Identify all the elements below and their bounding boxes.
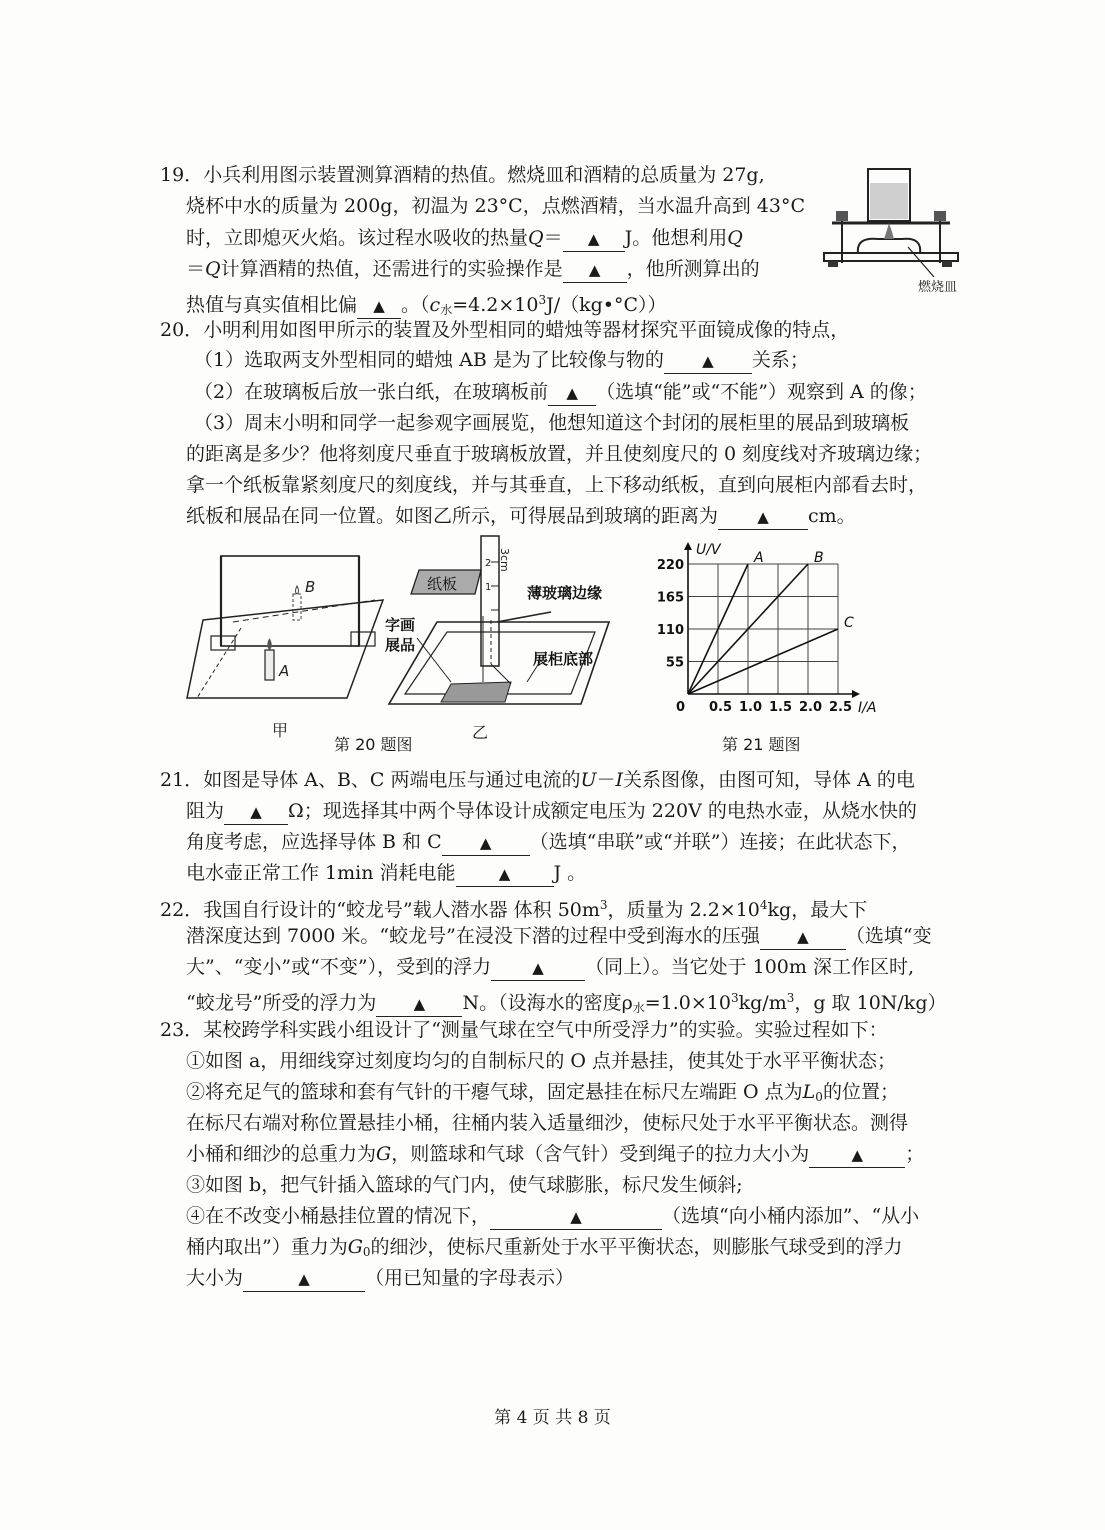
cabinet-bottom-label: 展柜底部 [533, 650, 594, 668]
q23-text-4: 在标尺右端对称位置悬挂小桶，往桶内装入适量细沙，使标尺处于水平平衡状态。测得 [186, 1112, 909, 1134]
blank-marker: ▲ [373, 297, 385, 315]
q23-text-5d: ； [905, 1143, 925, 1165]
fig21-caption: 第 21 题图 [722, 735, 801, 754]
q23-text-9b: （用已知量的字母表示） [365, 1267, 575, 1289]
q21-text-1a: 如图是导体 A、B、C 两端电压与通过电流的 [203, 769, 581, 791]
q19-blank-heat[interactable] [563, 226, 625, 252]
q22-sup-4: 3 [786, 991, 795, 1005]
x-tick-label: 1.0 [739, 700, 763, 715]
q23-text-9a: 大小为 [186, 1267, 244, 1289]
glass-edge-label: 薄玻璃边缘 [527, 584, 603, 602]
q22-sup-2: 4 [759, 898, 768, 912]
y-tick-label: 110 [656, 623, 684, 638]
q22-text-4f: kg/m [738, 992, 787, 1014]
q20-text-3b: （选填“能”或“不能”）观察到 A 的像； [596, 381, 927, 403]
q19-var-c: c [429, 294, 441, 316]
q20-text-5: 的距离是多少？他将刻度尺垂直于玻璃板放置，并且使刻度尺的 0 刻度线对齐玻璃边缘； [186, 443, 933, 465]
q19-text-5e: =4.2×10 [452, 294, 539, 316]
q22-sub-water: 水 [632, 1001, 645, 1015]
q23-text-3d: 的位置； [822, 1081, 899, 1103]
fig-yi-label: 乙 [472, 723, 489, 742]
fig20-caption: 第 20 题图 [334, 735, 413, 754]
q21-blank-connection[interactable] [442, 830, 530, 856]
q22-text-1c: ，质量为 2.2×10 [607, 899, 760, 921]
x-axis-label: I/A [858, 700, 877, 716]
q23-line-7 [186, 1204, 919, 1230]
q23-line-2 [186, 1049, 896, 1073]
ruler-tick-1: 1 [485, 582, 492, 593]
q20-text-2a: （1）选取两支外型相同的蜡烛 AB 是为了比较像与物的 [194, 349, 664, 371]
blank-marker: ▲ [588, 261, 601, 279]
q21-text-3a: 角度考虑，应选择导体 B 和 C [186, 831, 442, 853]
q23-text-8d: 的细沙，使标尺重新处于水平平衡状态，则膨胀气球受到的浮力 [370, 1236, 903, 1258]
q19-sub-water: 水 [440, 303, 453, 317]
q19-number: 19． [160, 164, 204, 186]
q21-var-i: I [615, 769, 624, 791]
q19-line-1 [160, 163, 765, 187]
blank-marker: ▲ [250, 803, 262, 821]
q23-text-6: ③如图 b，把气针插入篮球的气门内，使气球膨胀，标尺发生倾斜; [186, 1174, 743, 1196]
q20-line-5 [186, 442, 932, 466]
q19-text-5a: 热值与真实值相比偏 [186, 294, 358, 316]
series-label-b: B [814, 550, 824, 566]
q23-var-g: G [376, 1143, 392, 1165]
q22-text-4d: =1.0×10 [644, 992, 731, 1014]
q23-number: 23． [160, 1019, 204, 1041]
q19-line-2 [186, 194, 805, 218]
x-tick-label: 2.5 [829, 700, 853, 715]
q20-text-1: 小明利用如图甲所示的装置及外型相同的蜡烛等器材探究平面镜成像的特点， [203, 319, 850, 341]
y-axis-label: U/V [696, 542, 721, 558]
painting-label: 字画 [385, 616, 416, 634]
q22-text-3b: （同上）。当它处于 100m 深工作区时, [585, 956, 914, 978]
q20-blank-2[interactable] [548, 380, 596, 406]
page-footer: 第 4 页 共 8 页 [494, 1408, 611, 1428]
q20-text-3a: （2）在玻璃板后放一张白纸，在玻璃板前 [194, 381, 549, 403]
q23-sub-0b: 0 [362, 1245, 371, 1259]
blank-marker: ▲ [570, 1208, 582, 1226]
q23-blank-action[interactable] [490, 1204, 662, 1230]
q21-line-4 [186, 861, 586, 887]
q22-text-4h: ，g 取 10N/kg） [794, 992, 947, 1014]
blank-marker: ▲ [851, 1146, 863, 1164]
y-tick-label: 220 [656, 558, 684, 573]
q23-text-5a: 小桶和细沙的总重力为 [186, 1143, 377, 1165]
x-tick-label: 2.0 [799, 700, 823, 715]
q22-sup-3: 3 [730, 991, 739, 1005]
q21-text-2b: Ω；现选择其中两个导体设计成额定电压为 220V 的电热水壶，从烧水快的 [288, 800, 917, 822]
q19-var-q3: Q [205, 258, 221, 280]
q23-line-5 [186, 1142, 924, 1168]
candle-b-label: B [305, 578, 316, 596]
q19-var-q: Q [528, 227, 544, 249]
q22-text-2a: 潜深度达到 7000 米。“蛟龙号”在浸没下潜的过程中受到海水的压强 [186, 925, 760, 947]
fig20-jia-mirror-setup [185, 550, 385, 710]
q23-sub-0: 0 [815, 1090, 823, 1104]
q21-text-4a: 电水壶正常工作 1min 消耗电能 [186, 862, 456, 884]
q21-number: 21． [160, 769, 204, 791]
q19-line-4 [186, 257, 760, 283]
fig-jia-label: 甲 [272, 721, 289, 740]
q20-text-2b: 关系； [751, 349, 809, 371]
q23-line-1 [160, 1018, 888, 1042]
q19-var-q2: Q [727, 227, 743, 249]
exhibit-label: 展品 [385, 636, 416, 654]
q23-blank-tension[interactable] [809, 1142, 905, 1168]
blank-marker: ▲ [413, 995, 426, 1013]
q19-text-3a: 时，立即熄灭火焰。该过程水吸收的热量 [186, 227, 529, 249]
q23-blank-buoyant-force[interactable] [243, 1266, 365, 1292]
q20-blank-3[interactable] [718, 504, 808, 530]
blank-marker: ▲ [498, 865, 511, 883]
q21-blank-energy[interactable] [456, 861, 554, 887]
q20-text-4: （3）周末小明和同学一起参观字画展览，他想知道这个封闭的展柜里的展品到玻璃板 [194, 412, 910, 434]
ruler-tick-2: 2 [485, 558, 492, 569]
blank-marker: ▲ [532, 959, 544, 977]
q22-blank-buoyancy-change[interactable] [491, 955, 585, 981]
blank-marker: ▲ [479, 834, 492, 852]
q19-text-4a: ＝ [186, 258, 206, 280]
q22-blank-buoyancy[interactable] [376, 991, 462, 1017]
x-axis-arrow [852, 690, 860, 698]
q19-sup-3: 3 [538, 293, 547, 307]
q20-line-3 [194, 380, 927, 406]
q22-text-1a: 我国自行设计的“蛟龙号”载人潜水器 体积 50m [203, 899, 600, 921]
q19-text-1: 小兵利用图示装置测算酒精的热值。燃烧皿和酒精的总质量为 27g, [203, 164, 765, 186]
q22-number: 22． [160, 899, 204, 921]
q19-text-4c: 计算酒精的热值，还需进行的实验操作是 [220, 258, 563, 280]
q23-text-7a: ④在不改变小桶悬挂位置的情况下， [186, 1205, 491, 1227]
q21-text-1e: 关系图像，由图可知，导体 A 的电 [623, 769, 915, 791]
q23-var-g0: G [347, 1236, 363, 1258]
blank-marker: ▲ [797, 928, 809, 946]
fuel-dish-label: 燃烧皿 [918, 280, 958, 295]
blank-marker: ▲ [587, 230, 600, 248]
q21-text-2a: 阻为 [186, 800, 225, 822]
q23-text-8a: 桶内取出”）重力为 [186, 1236, 348, 1258]
x-tick-label: 0.5 [709, 700, 733, 715]
q19-text-3d: J。他想利用 [624, 227, 728, 249]
y-axis-arrow [684, 542, 692, 550]
q20-line-2 [194, 348, 809, 374]
fig20-yi-cabinet-setup [385, 534, 625, 712]
blank-marker: ▲ [757, 508, 769, 526]
blank-marker: ▲ [702, 352, 714, 370]
q22-blank-pressure[interactable] [760, 924, 846, 950]
q20-line-7 [186, 504, 856, 530]
q19-text-2: 烧杯中水的质量为 200g，初温为 23°C，点燃酒精，当水温升高到 43°C [186, 195, 805, 217]
q21-line-2 [186, 799, 917, 825]
q21-text-4b: J 。 [553, 862, 587, 884]
q20-text-6: 拿一个纸板靠紧刻度尺的刻度线，并与其垂直，上下移动纸板，直到向展柜内部看去时， [186, 474, 928, 496]
q22-text-1e: kg，最大下 [767, 899, 868, 921]
q21-var-u: U [580, 769, 597, 791]
x-tick-label: 1.5 [769, 700, 793, 715]
candle-a-label: A [279, 662, 290, 680]
y-tick-label: 165 [656, 590, 684, 606]
x-tick-label: 0 [676, 700, 686, 715]
q23-text-3a: ②将充足气的篮球和套有气针的干瘪气球，固定悬挂在标尺左端距 O 点为 [186, 1081, 803, 1103]
q19-blank-operation[interactable] [563, 257, 627, 283]
q20-number: 20． [160, 319, 204, 341]
q21-line-3 [186, 830, 910, 856]
q23-line-3 [186, 1080, 899, 1109]
q22-text-4b: N。（设海水的密度ρ [462, 992, 633, 1014]
q21-line-1 [160, 768, 915, 792]
q20-line-6 [186, 473, 927, 497]
fig21-ui-chart [654, 540, 890, 720]
q19-text-5g: J/（kg•°C）） [546, 294, 667, 316]
q23-line-9 [186, 1266, 574, 1292]
blank-marker: ▲ [566, 384, 578, 402]
cardboard-label: 纸板 [427, 575, 458, 593]
q20-line-4 [194, 411, 909, 435]
ruler-unit-label: 3cm [498, 548, 511, 572]
q19-blank-bias[interactable] [357, 293, 401, 319]
blank-marker: ▲ [298, 1270, 310, 1288]
q19-apparatus-figure [822, 165, 972, 300]
q22-line-2 [186, 924, 932, 950]
q19-text-3c: ＝ [543, 227, 563, 249]
q19-line-5 [186, 288, 667, 322]
q21-blank-resistance[interactable] [224, 799, 288, 825]
q20-text-7b: cm。 [808, 505, 856, 527]
q23-line-8 [186, 1235, 903, 1264]
q20-blank-1[interactable] [664, 348, 752, 374]
q22-line-4 [186, 986, 946, 1020]
q23-text-7b: （选填“向小桶内添加”、“从小 [662, 1205, 920, 1227]
q19-text-4d: ，他所测算出的 [626, 258, 760, 280]
q23-text-1: 某校跨学科实践小组设计了“测量气球在空气中所受浮力”的实验。实验过程如下： [203, 1019, 888, 1041]
q22-sup-1: 3 [599, 898, 608, 912]
series-label-c: C [844, 615, 854, 631]
q23-var-l: L [802, 1081, 816, 1103]
q23-text-2: ①如图 a，用细线穿过刻度均匀的自制标尺的 O 点并悬挂，使其处于水平平衡状态； [186, 1050, 897, 1072]
q20-text-7a: 纸板和展品在同一位置。如图乙所示，可得展品到玻璃的距离为 [186, 505, 719, 527]
series-label-a: A [754, 550, 764, 566]
q22-text-3a: 大”、“变小”或“不变”），受到的浮力 [186, 956, 492, 978]
q23-text-5c: ，则篮球和气球（含气针）受到绳子的拉力大小为 [391, 1143, 810, 1165]
q19-line-3 [186, 226, 743, 252]
q20-line-1 [160, 318, 849, 342]
q21-text-3b: （选填“串联”或“并联”）连接；在此状态下， [529, 831, 911, 853]
q22-text-2b: （选填“变 [845, 925, 932, 947]
q19-text-5b: 。（ [401, 294, 430, 316]
q23-line-4 [186, 1111, 908, 1135]
q22-line-1 [160, 893, 867, 922]
y-tick-label: 55 [665, 655, 684, 671]
q23-line-6 [186, 1173, 743, 1197]
q22-text-4a: “蛟龙号”所受的浮力为 [186, 992, 377, 1014]
q21-text-1c: － [596, 769, 616, 791]
q22-line-3 [186, 955, 914, 981]
